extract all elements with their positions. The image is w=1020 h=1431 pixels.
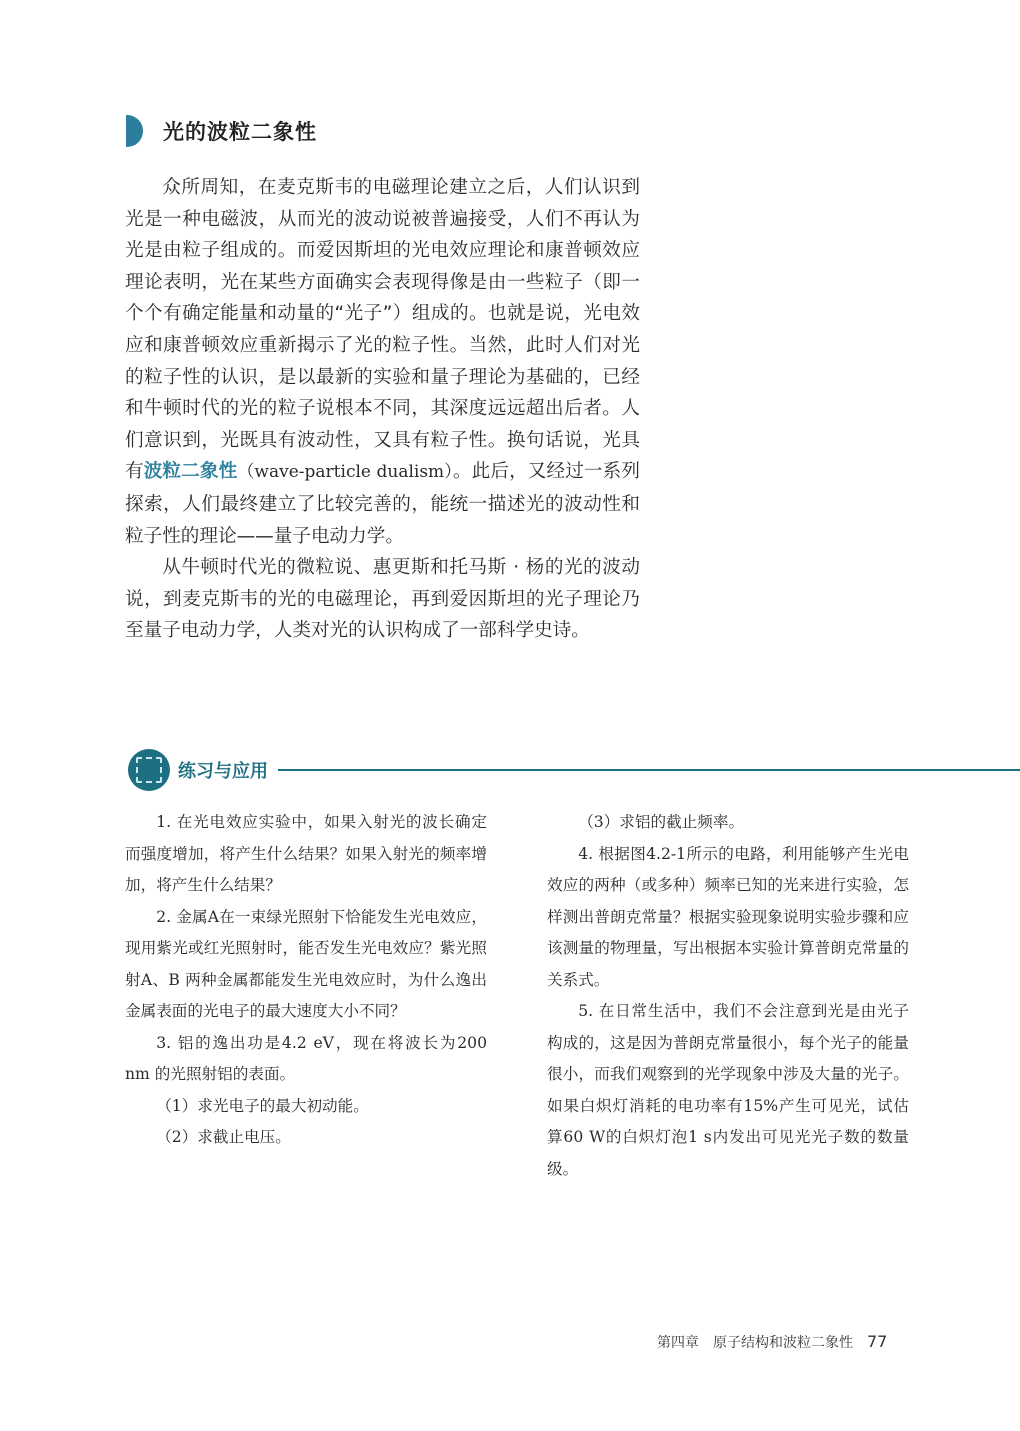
divider (278, 769, 1020, 771)
paragraph (125, 172, 640, 552)
exercise-column-left (125, 807, 487, 1154)
exercise-item: 2. 金属A在一束绿光照射下恰能发生光电效应，现用紫光或红光照射时，能否发生光电效应？紫光照射A、B 两种金属都能发生光电效应时，为什么逸出金属表面的光电子的最大速度大小不同？ (125, 907, 487, 1020)
exercise-subitem: （1）求光电子的最大初动能。 (156, 1096, 369, 1115)
page-number: 77 (867, 1332, 888, 1351)
section-marker-icon (126, 115, 143, 147)
exercise-subitem: （2）求截止电压。 (156, 1128, 291, 1146)
chapter-label: 第四章 原子结构和波粒二象性 (657, 1335, 853, 1351)
page-footer (657, 1332, 887, 1352)
exercise-title: 练习与应用 (178, 761, 268, 782)
exercise-item: 1. 在光电效应实验中，如果入射光的波长确定而强度增加，将产生什么结果？如果入射光的频率增加，将产生什么结果？ (125, 813, 487, 894)
exercise-item: 3. 铝的逸出功是4.2 eV，现在将波长为200 nm 的光照射铝的表面。 (125, 1033, 487, 1083)
main-text (125, 172, 640, 647)
key-term-english: （wave-particle dualism） (237, 462, 453, 483)
paragraph: 从牛顿时代光的微粒说、惠更斯和托马斯 · 杨的光的波动说，到麦克斯韦的光的电磁理论，再到爱因斯坦的光子理论乃至量子电动力学，人类对光的认识构成了一部科学史诗。 (125, 557, 640, 642)
exercise-header (128, 748, 1020, 792)
exercise-item: 4. 根据图4.2-1所示的电路，利用能够产生光电效应的两种（或多种）频率已知的光来进行实验，怎样测出普朗克常量？根据实验现象说明实验步骤和应该测量的物理量，写出根据本实验计算普朗克常量的关系式。 (547, 844, 909, 989)
section-title: 光的波粒二象性 (163, 120, 317, 144)
exercise-item: 5. 在日常生活中，我们不会注意到光是由光子构成的，这是因为普朗克常量很小，每个光子的能量很小，而我们观察到的光学现象中涉及大量的光子。如果白炽灯消耗的电功率有15%产生可见光，试估算60 W的白炽灯泡1 s内发出可见光光子数的数量级。 (547, 1002, 909, 1178)
paragraph-text: 众所周知，在麦克斯韦的电磁理论建立之后，人们认识到光是一种电磁波，从而光的波动说被普遍接受，人们不再认为光是由粒子组成的。而爱因斯坦的光电效应理论和康普顿效应理论表明，光在某些方面确实会表现得像是由一些粒子（即一个个有确定能量和动量的“光子”）组成的。也就是说，光电效应和康普顿效应重新揭示了光的粒子性。当然，此时人们对光的粒子性的认识，是以最新的实验和量子理论为基础的，已经和牛顿时代的光的粒子说根本不同，其深度远远超出后者。人们意识到，光既具有波动性，又具有粒子性。换句话说，光具有 (125, 177, 640, 483)
exercise-column-right (547, 807, 909, 1185)
exercise-subitem: （3）求铝的截止频率。 (578, 813, 745, 831)
exercise-icon (128, 749, 170, 791)
section-heading (126, 114, 317, 148)
paragraph-text: 。此后，又经过一系列探索，人们最终建立了比较完善的，能统一描述光的波动性和粒子性的理论——量子电动力学。 (125, 461, 640, 547)
key-term: 波粒二象性 (143, 461, 238, 483)
